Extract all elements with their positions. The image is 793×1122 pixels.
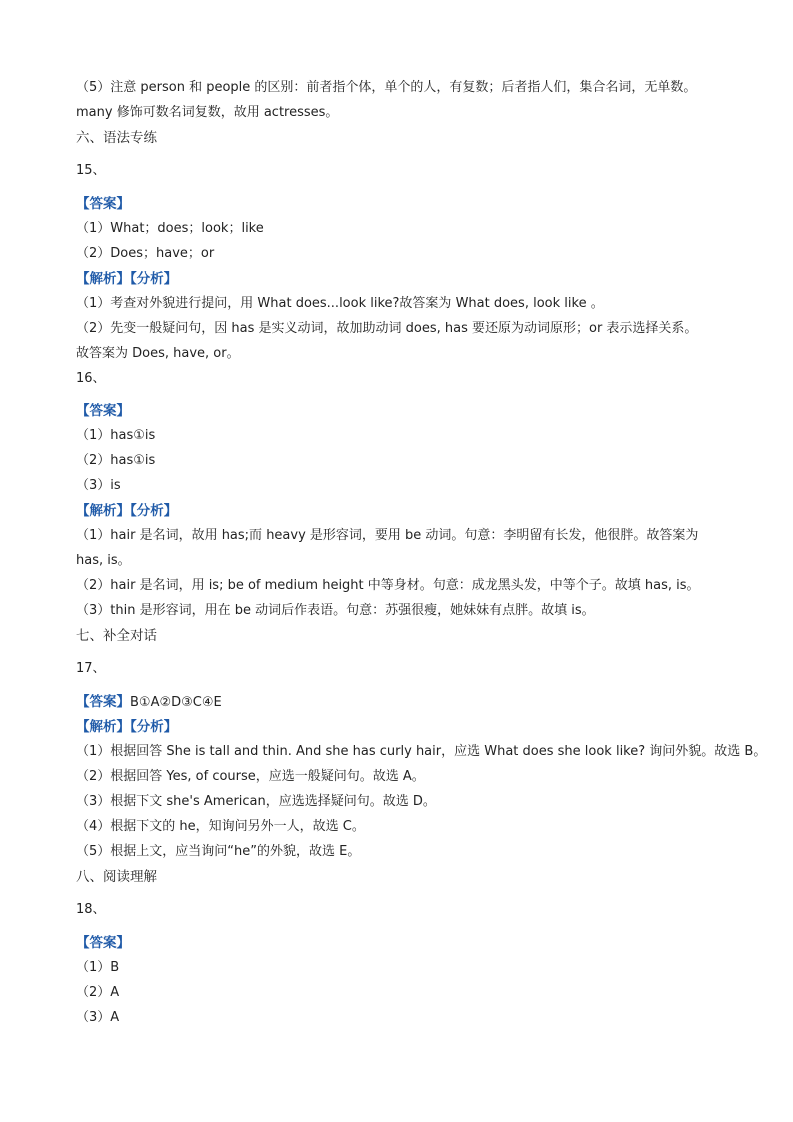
q16-analysis-tag: 【解析】【分析】 xyxy=(76,503,178,519)
q16-explain-1: （1）hair 是名词，故用 has;而 heavy 是形容词，要用 be 动词。句意：李明留有长发，他很胖。故答案为 xyxy=(76,528,699,543)
q17-explain-3: （3）根据下文 she's American，应选选择疑问句。故选 D。 xyxy=(76,794,436,809)
q16-answer-tag: 【答案】 xyxy=(76,403,130,419)
q17-analysis-tag: 【解析】【分析】 xyxy=(76,719,178,735)
section-6-heading: 六、语法专练 xyxy=(76,130,157,146)
q16-explain-3: （3）thin 是形容词，用在 be 动词后作表语。句意：苏强很瘦，她妹妹有点胖。故填 is。 xyxy=(76,603,595,618)
q14-note-line: （5）注意 person 和 people 的区别：前者指个体，单个的人，有复数；后者指人们，集合名词，无单数。 xyxy=(76,80,697,95)
q18-answer-2: （2）A xyxy=(76,985,120,1000)
q15-answer-1: （1）What；does；look；like xyxy=(76,221,264,236)
q17-explain-1: （1）根据回答 She is tall and thin. And she has curly hair，应选 What does she look like? 询问外貌。故选 B。 xyxy=(76,744,767,759)
q15-analysis-tag: 【解析】【分析】 xyxy=(76,271,178,287)
q16-explain-2: （2）hair 是名词，用 is; be of medium height 中等身材。句意：成龙黑头发，中等个子。故填 has, is。 xyxy=(76,578,700,593)
q17-explain-5: （5）根据上文，应当询问“he”的外貌，故选 E。 xyxy=(76,844,361,859)
section-7-heading: 七、补全对话 xyxy=(76,628,157,644)
q17-explain-2: （2）根据回答 Yes, of course，应选一般疑问句。故选 A。 xyxy=(76,769,425,784)
q17-answer-line xyxy=(76,694,222,711)
q17-answer: B①A②D③C④E xyxy=(130,695,222,710)
q16-answer-2: （2）has①is xyxy=(76,453,156,468)
q15-explain-2: （2）先变一般疑问句，因 has 是实义动词，故加助动词 does, has 要还原为动词原形；or 表示选择关系。 xyxy=(76,321,698,336)
q18-number: 18、 xyxy=(76,902,106,917)
q16-answer-1: （1）has①is xyxy=(76,428,156,443)
q16-answer-3: （3）is xyxy=(76,478,121,493)
q15-answer-tag: 【答案】 xyxy=(76,196,130,212)
q16-explain-1-cont: has, is。 xyxy=(76,553,131,568)
q18-answer-3: （3）A xyxy=(76,1010,120,1025)
q16-number: 16、 xyxy=(76,371,106,386)
q18-answer-1: （1）B xyxy=(76,960,120,975)
q15-explain-1: （1）考查对外貌进行提问，用 What does...look like?故答案为 What does, look like 。 xyxy=(76,296,604,311)
section-8-heading: 八、阅读理解 xyxy=(76,869,157,885)
q17-answer-tag: 【答案】 xyxy=(76,694,130,710)
q15-number: 15、 xyxy=(76,163,106,178)
q17-explain-4: （4）根据下文的 he，知询问另外一人，故选 C。 xyxy=(76,819,365,834)
q15-explain-2-cont: 故答案为 Does, have, or。 xyxy=(76,346,240,361)
q15-answer-2: （2）Does；have；or xyxy=(76,246,215,261)
q17-number: 17、 xyxy=(76,661,106,676)
q14-note-line-cont: many 修饰可数名词复数，故用 actresses。 xyxy=(76,105,339,120)
q18-answer-tag: 【答案】 xyxy=(76,935,130,951)
